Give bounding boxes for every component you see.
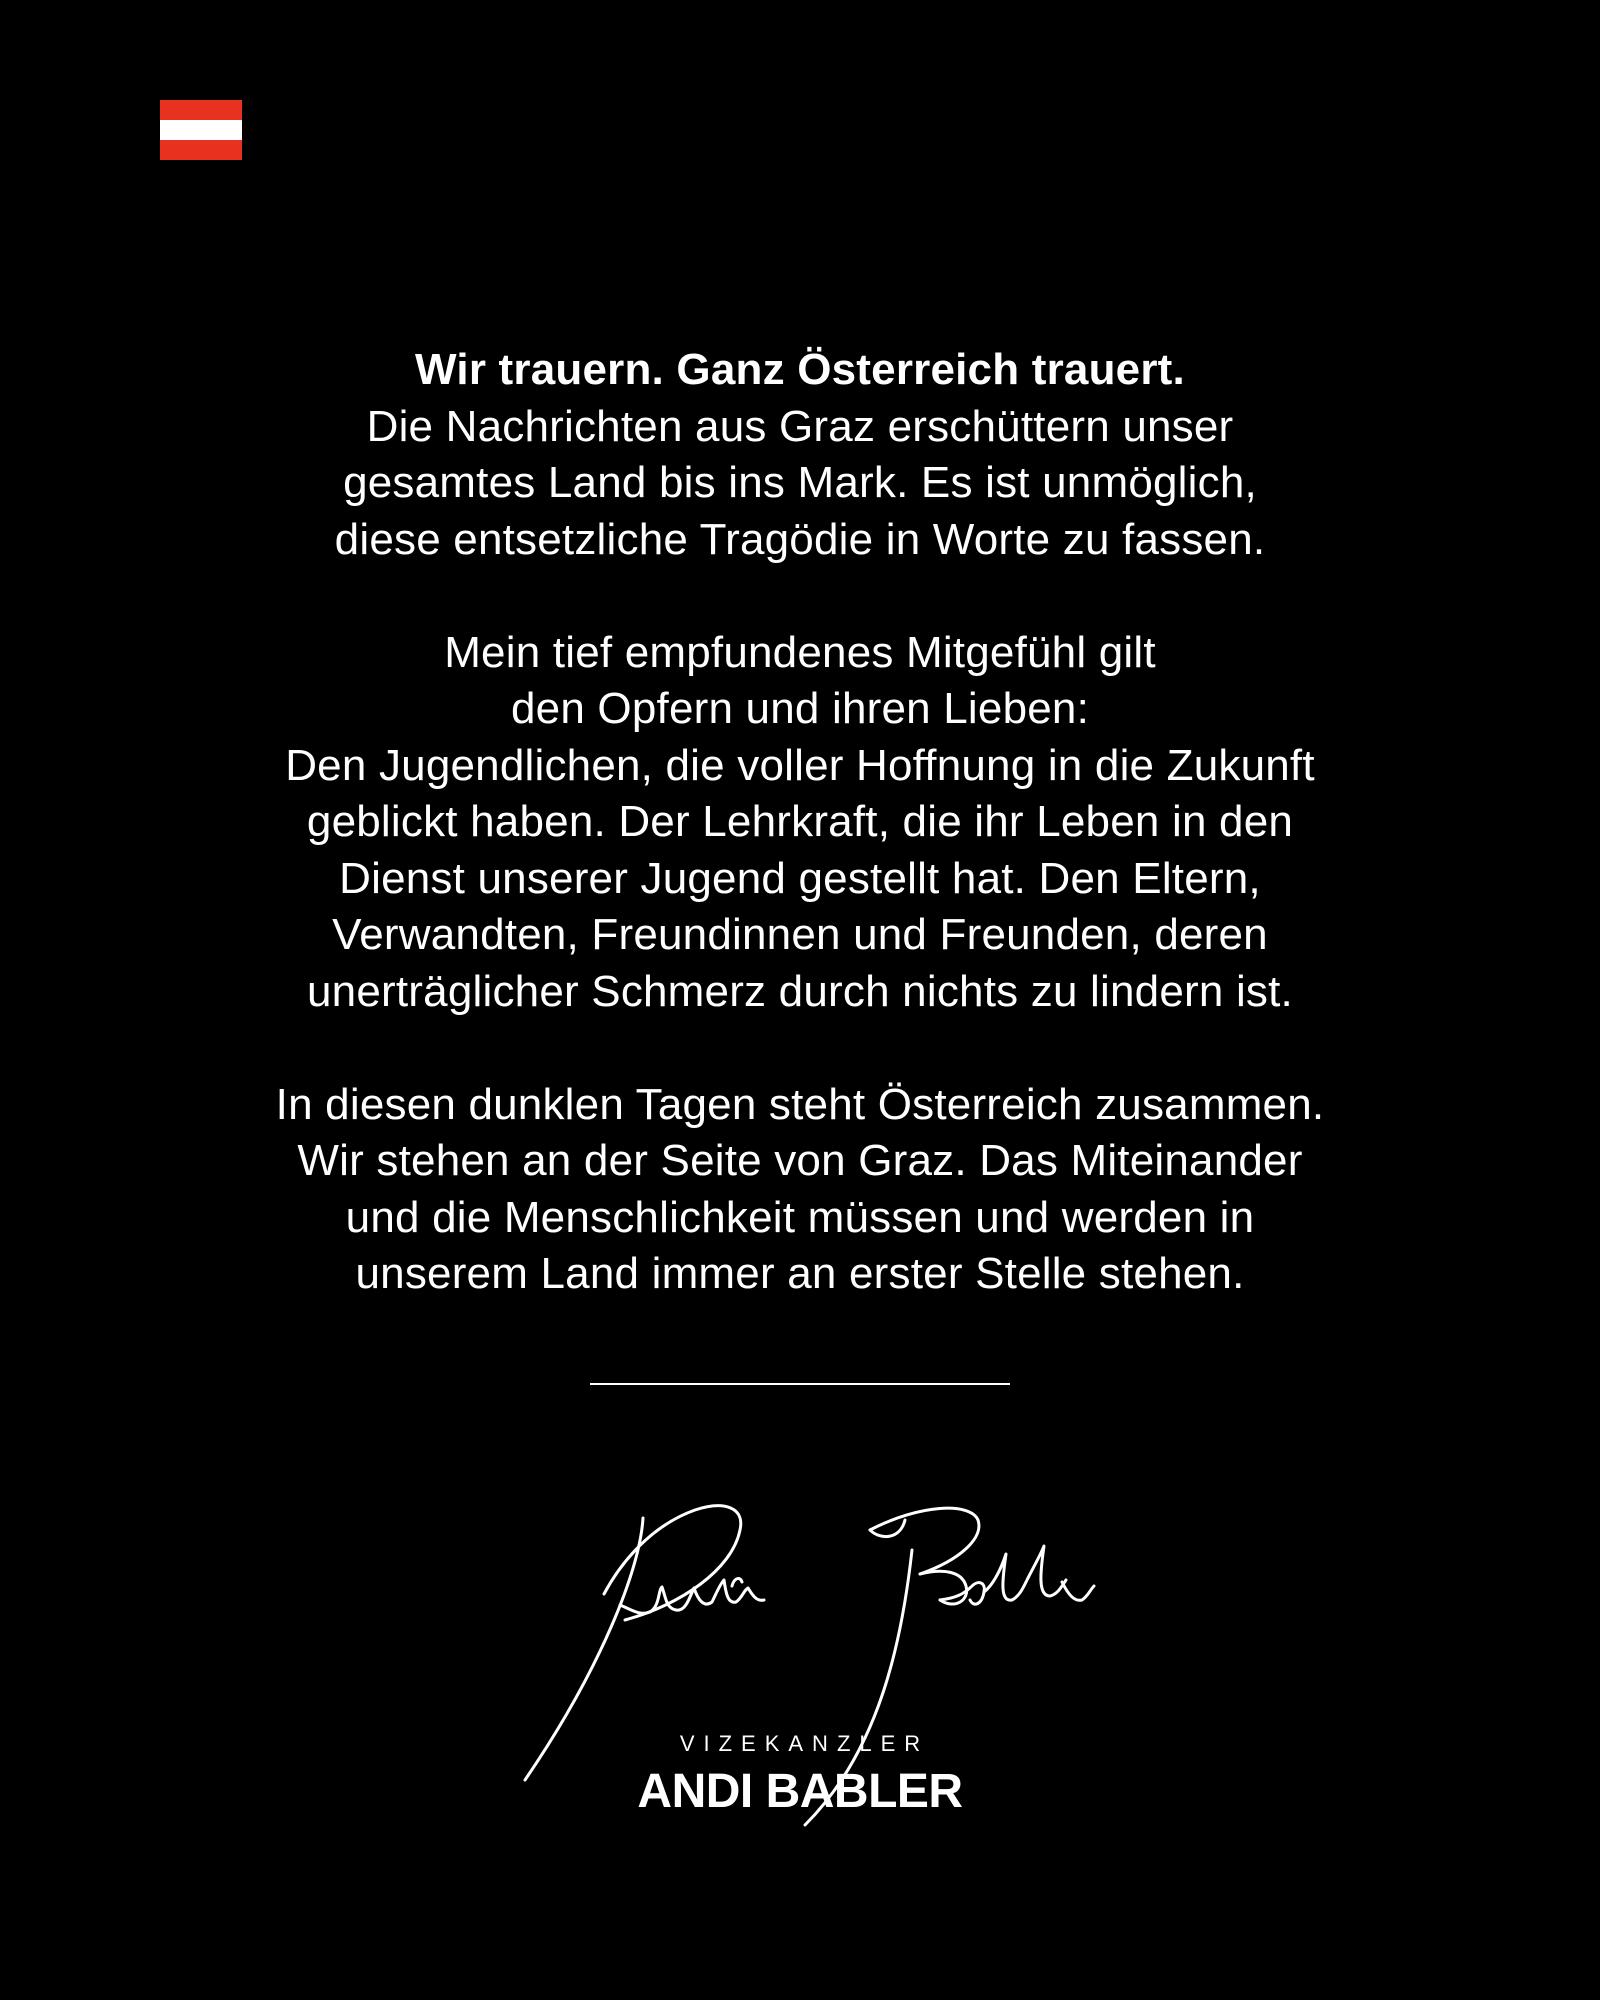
statement-line: diese entsetzliche Tragödie in Worte zu fassen.	[334, 514, 1266, 564]
statement-line: unerträglicher Schmerz durch nichts zu lindern ist.	[307, 966, 1293, 1016]
statement-paragraph-1	[100, 342, 1500, 568]
austria-flag-icon	[160, 100, 242, 160]
divider-line	[590, 1383, 1010, 1385]
statement-text	[100, 342, 1500, 1359]
signatory-name: ANDI BABLER	[637, 1765, 963, 1818]
signature-graphic	[500, 1490, 1100, 1830]
statement-line: unserem Land immer an erster Stelle stehen.	[355, 1249, 1245, 1298]
statement-line: In diesen dunklen Tagen steht Österreich zusammen.	[275, 1079, 1325, 1129]
flag-stripe-middle	[160, 120, 242, 140]
signatory-role: VIZEKANZLER	[679, 1731, 930, 1756]
statement-line: und die Menschlichkeit müssen und werden in	[345, 1192, 1255, 1242]
statement-paragraph-3	[100, 1077, 1500, 1303]
statement-line: Die Nachrichten aus Graz erschüttern unser	[366, 401, 1234, 451]
flag-stripe-top	[160, 100, 242, 120]
statement-headline: Wir trauern. Ganz Österreich trauert.	[415, 345, 1185, 394]
statement-line: Mein tief empfundenes Mitgefühl gilt	[444, 627, 1156, 677]
statement-line: Dienst unserer Jugend gestellt hat. Den Eltern,	[339, 853, 1261, 903]
statement-line: Den Jugendlichen, die voller Hoffnung in die Zukunft	[285, 740, 1315, 790]
statement-line: gesamtes Land bis ins Mark. Es ist unmöglich,	[343, 458, 1257, 507]
statement-line: Wir stehen an der Seite von Graz. Das Miteinander	[297, 1136, 1303, 1185]
statement-paragraph-2	[100, 625, 1500, 1021]
statement-line: Verwandten, Freundinnen und Freunden, deren	[332, 910, 1268, 959]
statement-line: den Opfern und ihren Lieben:	[510, 684, 1090, 733]
flag-stripe-bottom	[160, 140, 242, 160]
statement-line: geblickt haben. Der Lehrkraft, die ihr Leben in den	[306, 797, 1294, 846]
